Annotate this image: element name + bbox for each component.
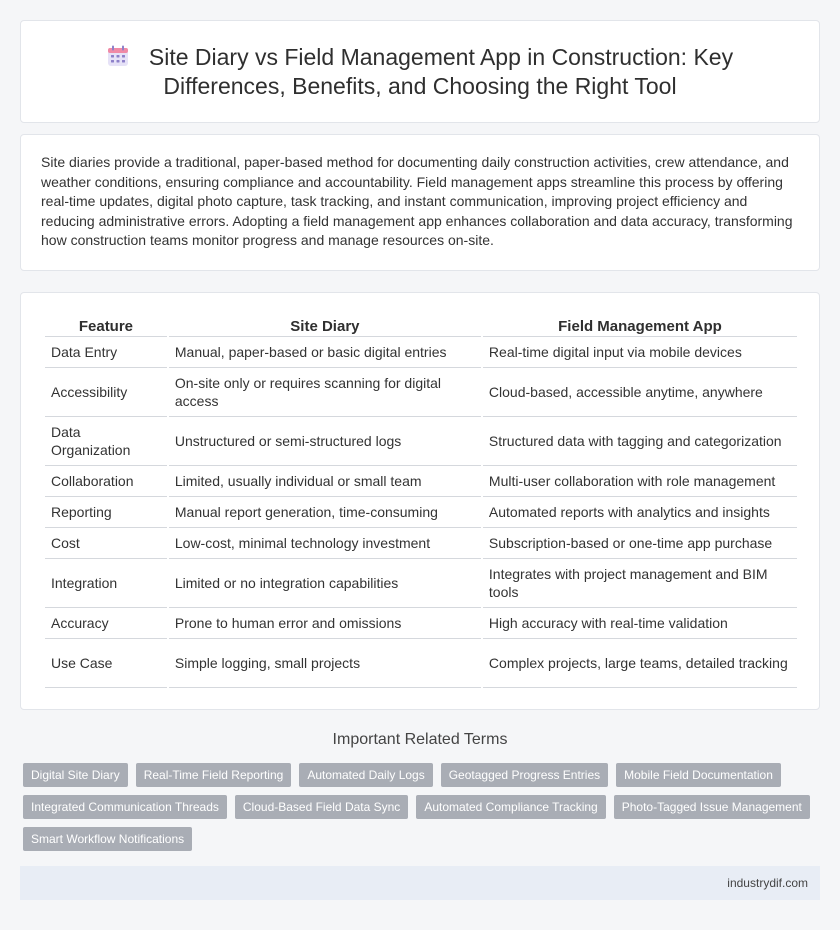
related-term-tag[interactable]: Photo-Tagged Issue Management	[614, 795, 810, 819]
site-diary-cell: Manual report generation, time-consuming	[169, 497, 481, 528]
related-term-tag[interactable]: Geotagged Progress Entries	[441, 763, 608, 787]
intro-text: Site diaries provide a traditional, paper-based method for documenting daily construction activities, crew attendance, and weather conditions, ensuring compliance and accountability. Field management apps streamline this process by offering real-time updates, digital photo capture, task tracking, and instant communication, improving project efficiency and reducing administrative errors. Adopting a field management app enhances collaboration and data accuracy, transforming how construction teams monitor progress and manage resources on-site.	[41, 154, 793, 248]
intro-card	[20, 134, 820, 271]
related-term-tag[interactable]: Mobile Field Documentation	[616, 763, 781, 787]
site-diary-cell: Prone to human error and omissions	[169, 608, 481, 639]
related-term-tag[interactable]: Automated Compliance Tracking	[416, 795, 605, 819]
field-app-cell: Structured data with tagging and categorization	[483, 417, 797, 466]
field-app-cell: Integrates with project management and BIM tools	[483, 559, 797, 608]
table-row	[45, 639, 797, 688]
header-feature: Feature	[45, 315, 167, 337]
feature-cell: Data Entry	[45, 337, 167, 368]
feature-cell: Integration	[45, 559, 167, 608]
related-term-tag[interactable]: Smart Workflow Notifications	[23, 827, 192, 851]
table-row	[45, 466, 797, 497]
field-app-cell: Subscription-based or one-time app purchase	[483, 528, 797, 559]
table-row	[45, 417, 797, 466]
feature-cell: Accuracy	[45, 608, 167, 639]
related-term-tag[interactable]: Real-Time Field Reporting	[136, 763, 292, 787]
table-row	[45, 608, 797, 639]
field-app-cell: Complex projects, large teams, detailed tracking	[483, 639, 797, 688]
header-site-diary: Site Diary	[169, 315, 481, 337]
comparison-table	[43, 315, 799, 688]
table-row	[45, 559, 797, 608]
title-card	[20, 20, 820, 123]
table-row	[45, 368, 797, 417]
feature-cell: Use Case	[45, 639, 167, 688]
feature-cell: Collaboration	[45, 466, 167, 497]
site-diary-cell: On-site only or requires scanning for digital access	[169, 368, 481, 417]
related-term-tag[interactable]: Automated Daily Logs	[299, 763, 432, 787]
related-term-tag[interactable]: Digital Site Diary	[23, 763, 128, 787]
feature-cell: Reporting	[45, 497, 167, 528]
table-row	[45, 528, 797, 559]
related-term-tag[interactable]: Integrated Communication Threads	[23, 795, 227, 819]
related-terms-heading: Important Related Terms	[332, 731, 508, 748]
field-app-cell: Automated reports with analytics and insights	[483, 497, 797, 528]
related-term-tag[interactable]: Cloud-Based Field Data Sync	[235, 795, 408, 819]
field-app-cell: Multi-user collaboration with role management	[483, 466, 797, 497]
feature-cell: Data Organization	[45, 417, 167, 466]
footer-site-link[interactable]: industrydif.com	[727, 876, 808, 890]
table-row	[45, 337, 797, 368]
comparison-card	[20, 292, 820, 710]
field-app-cell: Real-time digital input via mobile devices	[483, 337, 797, 368]
calendar-icon	[107, 45, 129, 67]
site-diary-cell: Low-cost, minimal technology investment	[169, 528, 481, 559]
field-app-cell: High accuracy with real-time validation	[483, 608, 797, 639]
feature-cell: Cost	[45, 528, 167, 559]
page-title-text: Site Diary vs Field Management App in Construction: Key Differences, Benefits, and Choosing the Right Tool	[148, 43, 734, 99]
related-terms-list	[23, 763, 823, 851]
site-diary-cell: Manual, paper-based or basic digital entries	[169, 337, 481, 368]
feature-cell: Accessibility	[45, 368, 167, 417]
footer	[20, 866, 820, 900]
field-app-cell: Cloud-based, accessible anytime, anywhere	[483, 368, 797, 417]
table-header-row	[45, 315, 797, 337]
table-row	[45, 497, 797, 528]
header-field-app: Field Management App	[483, 315, 797, 337]
site-diary-cell: Limited or no integration capabilities	[169, 559, 481, 608]
site-diary-cell: Unstructured or semi-structured logs	[169, 417, 481, 466]
page-title	[61, 43, 779, 101]
site-diary-cell: Limited, usually individual or small team	[169, 466, 481, 497]
site-diary-cell: Simple logging, small projects	[169, 639, 481, 688]
